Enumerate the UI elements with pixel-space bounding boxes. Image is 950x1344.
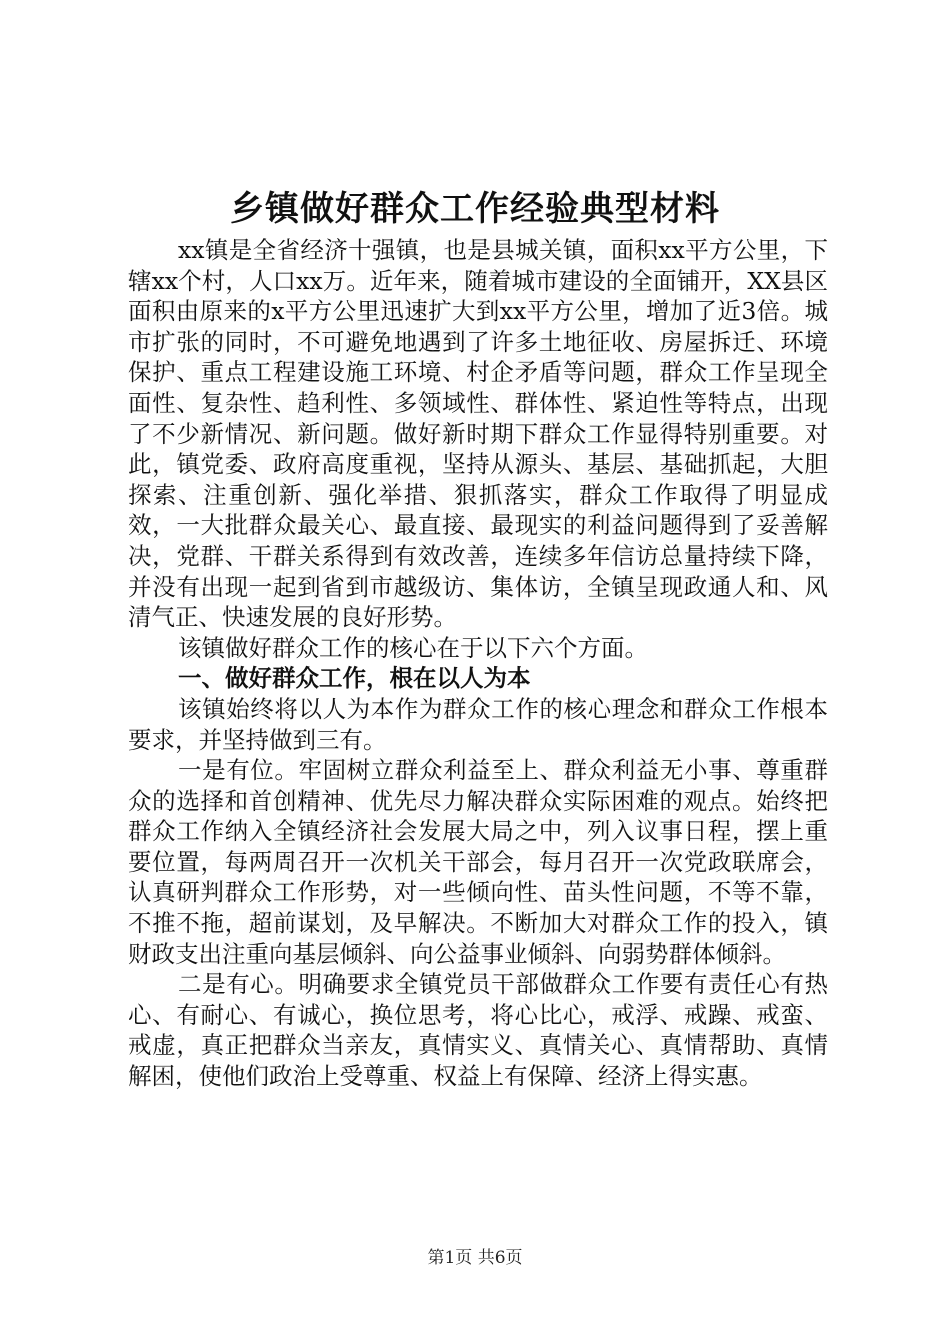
body-paragraph: 该镇始终将以人为本作为群众工作的核心理念和群众工作根本要求，并坚持做到三有。 xyxy=(128,694,828,754)
body-paragraph: 二是有心。明确要求全镇党员干部做群众工作要有责任心有热心、有耐心、有诚心，换位思考，将心比心，戒浮、戒躁、戒蛮、戒虚，真正把群众当亲友，真情实义、真情关心、真情帮助、真情解困，使他们政治上受尊重、权益上有保障、经济上得实惠。 xyxy=(128,970,828,1091)
page-number-footer: 第1页 共6页 xyxy=(427,1248,523,1268)
body-paragraph: 该镇做好群众工作的核心在于以下六个方面。 xyxy=(178,633,648,662)
section-heading: 一、做好群众工作，根在以人为本 xyxy=(178,664,531,693)
body-paragraph: xx镇是全省经济十强镇，也是县城关镇，面积xx平方公里，下辖xx个村，人口xx万。近年来，随着城市建设的全面铺开，XX县区面积由原来的x平方公里迅速扩大到xx平方公里，增加了近3倍。城市扩张的同时，不可避免地遇到了许多土地征收、房屋拆迁、环境保护、重点工程建设施工环境、村企矛盾等问题，群众工作呈现全面性、复杂性、趋利性、多领域性、群体性、紧迫性等特点，出现了不少新情况、新问题。做好新时期下群众工作显得特别重要。对此，镇党委、政府高度重视，坚持从源头、基层、基础抓起，大胆探索、注重创新、强化举措、狠抓落实，群众工作取得了明显成效，一大批群众最关心、最直接、最现实的利益问题得到了妥善解决，党群、干群关系得到有效改善，连续多年信访总量持续下降，并没有出现一起到省到市越级访、集体访，全镇呈现政通人和、风清气正、快速发展的良好形势。 xyxy=(128,236,828,632)
body-paragraph: 一是有位。牢固树立群众利益至上、群众利益无小事、尊重群众的选择和首创精神、优先尽力解决群众实际困难的观点。始终把群众工作纳入全镇经济社会发展大局之中，列入议事日程，摆上重要位置，每两周召开一次机关干部会，每月召开一次党政联席会，认真研判群众工作形势，对一些倾向性、苗头性问题，不等不靠，不推不拖，超前谋划，及早解决。不断加大对群众工作的投入，镇财政支出注重向基层倾斜、向公益事业倾斜、向弱势群体倾斜。 xyxy=(128,756,828,968)
page-title: 乡镇做好群众工作经验典型材料 xyxy=(230,189,720,229)
document-body xyxy=(128,235,828,1092)
